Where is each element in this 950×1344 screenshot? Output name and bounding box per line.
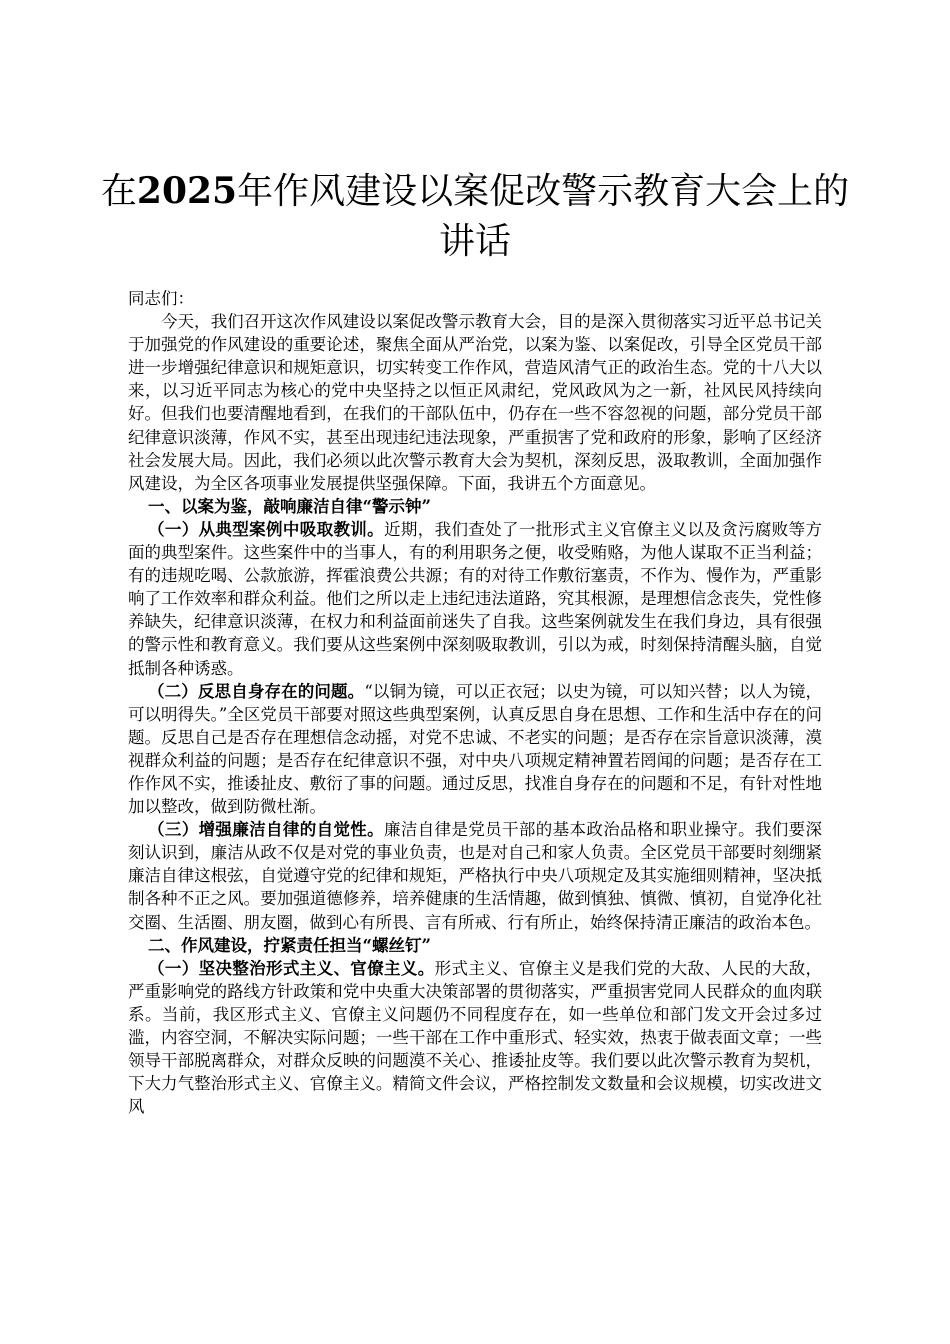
paragraph-lead: （一）坚决整治形式主义、官僚主义。 bbox=[148, 958, 435, 978]
paragraph-text: “以铜为镜，可以正衣冠；以史为镜，可以知兴替；以人为镜，可以明得失。”全区党员干部要对照这些典型案例，认真反思自身在思想、工作和生活中存在的问题。反思自己是否存在理想信念动摇，对党不忠诚、不老实的问题；是否存在宗旨意识淡薄，漠视群众利益的问题；是否存在纪律意识不强，对中央八项规定精神置若罔闻的问题；是否存在工作作风不实，推诿扯皮、敷衍了事的问题。通过反思，找准自身存在的问题和不足，有针对性地加以整改，做到防微杜渐。 bbox=[128, 681, 823, 817]
paragraph-lead: （二）反思自身存在的问题。 bbox=[148, 681, 365, 701]
section-2-paragraph-1 bbox=[128, 957, 822, 1119]
section-heading-1: 一、以案为鉴，敲响廉洁自律“警示钟” bbox=[148, 496, 431, 516]
paragraph-text: 近期，我们查处了一批形式主义官僚主义以及贪污腐败等方面的典型案件。这些案件中的当事人，有的利用职务之便，收受贿赂，为他人谋取不正当利益；有的违规吃喝、公款旅游，挥霍浪费公共源；有的对待工作敷衍塞责，不作为、慢作为，严重影响了工作效率和群众利益。他们之所以走上违纪违法道路，究其根源，是理想信念丧失，党性修养缺失，纪律意识淡薄，在权力和利益面前迷失了自我。这些案例就发生在我们身边，具有很强的警示性和教育意义。我们要从这些案例中深刻吸取教训，引以为戒，时刻保持清醒头脑，自觉抵制各种诱惑。 bbox=[128, 519, 823, 678]
title-year: 2025 bbox=[136, 170, 238, 212]
paragraph-lead: （三）增强廉洁自律的自觉性。 bbox=[148, 820, 385, 840]
section-1-paragraph-2 bbox=[128, 680, 822, 819]
paragraph-lead: （一）从典型案例中吸取教训。 bbox=[148, 519, 385, 539]
document-title bbox=[100, 166, 850, 267]
section-1-paragraph-1 bbox=[128, 518, 822, 680]
document-body bbox=[128, 287, 822, 1118]
intro-paragraph: 今天，我们召开这次作风建设以案促改警示教育大会，目的是深入贯彻落实习近平总书记关于加强党的作风建设的重要论述，聚焦全面从严治党，以案为鉴、以案促改，引导全区党员干部进一步增强纪律意识和规矩意识，切实转变工作作风，营造风清气正的政治生态。党的十八大以来，以习近平同志为核心的党中央坚持之以恒正风肃纪，党风政风为之一新，社风民风持续向好。但我们也要清醒地看到，在我们的干部队伍中，仍存在一些不容忽视的问题，部分党员干部纪律意识淡薄，作风不实，甚至出现违纪违法现象，严重损害了党和政府的形象，影响了区经济社会发展大局。因此，我们必须以此次警示教育大会为契机，深刻反思，汲取教训，全面加强作风建设，为全区各项事业发展提供坚强保障。下面，我讲五个方面意见。 bbox=[128, 312, 822, 493]
section-heading-2: 二、作风建设，拧紧责任担当“螺丝钉” bbox=[148, 935, 431, 955]
section-1-paragraph-3 bbox=[128, 818, 822, 933]
salutation: 同志们： bbox=[128, 289, 194, 308]
paragraph-text: 形式主义、官僚主义是我们党的大敌、人民的大敌，严重影响党的路线方针政策和党中央重大决策部署的贯彻落实，严重损害党同人民群众的血肉联系。当前，我区形式主义、官僚主义问题仍不同程度存在，如一些单位和部门发文开会过多过滥，内容空洞，不解决实际问题；一些干部在工作中重形式、轻实效，热衷于做表面文章；一些领导干部脱离群众，对群众反映的问题漠不关心、推诿扯皮等。我们要以此次警示教育为契机，下大力气整治形式主义、官僚主义。精简文件会议，严格控制发文数量和会议规模，切实改进文风 bbox=[128, 958, 823, 1117]
paragraph-text: 廉洁自律是党员干部的基本政治品格和职业操守。我们要深刻认识到，廉洁从政不仅是对党的事业负责，也是对自己和家人负责。全区党员干部要时刻绷紧廉洁自律这根弦，自觉遵守党的纪律和规矩，严格执行中央八项规定及其实施细则精神，坚决抵制各种不正之风。要加强道德修养，培养健康的生活情趣，做到慎独、慎微、慎初，自觉净化社交圈、生活圈、朋友圈，做到心有所畏、言有所戒、行有所止，始终保持清正廉洁的政治本色。 bbox=[128, 820, 823, 932]
title-prefix: 在 bbox=[100, 171, 137, 212]
title-rest: 年作风建设以案促改警示教育大会上的讲话 bbox=[237, 171, 850, 262]
